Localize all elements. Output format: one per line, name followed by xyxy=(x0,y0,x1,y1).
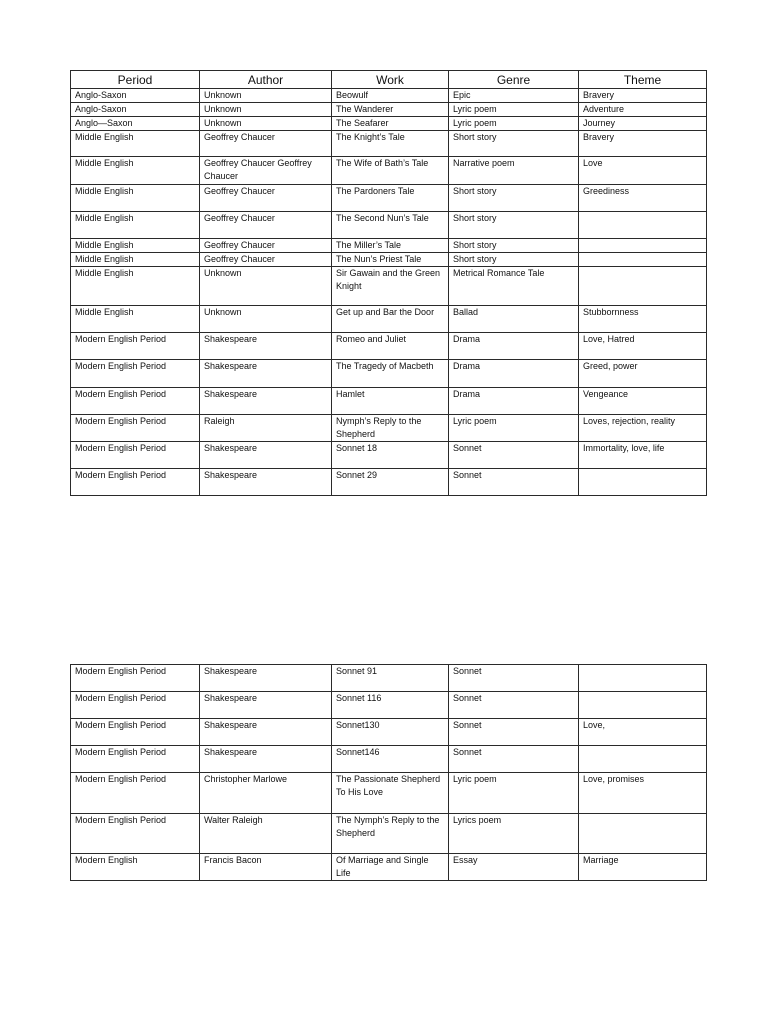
table-row xyxy=(71,692,707,719)
table-cell: Anglo-Saxon xyxy=(71,89,200,103)
table-cell: Middle English xyxy=(71,212,200,239)
table-cell: Sonnet xyxy=(449,469,579,496)
table-cell: Immortality, love, life xyxy=(579,442,707,469)
table-cell: Lyric poem xyxy=(449,117,579,131)
table-cell: Narrative poem xyxy=(449,157,579,185)
table-cell: Unknown xyxy=(200,117,332,131)
table-cell: Sonnet xyxy=(449,692,579,719)
table-cell: Modern English Period xyxy=(71,360,200,388)
table-cell: Stubbornness xyxy=(579,306,707,333)
table-cell: Short story xyxy=(449,239,579,253)
table-row xyxy=(71,746,707,773)
table-cell: Short story xyxy=(449,212,579,239)
table-cell: Shakespeare xyxy=(200,360,332,388)
table-cell: Geoffrey Chaucer xyxy=(200,239,332,253)
table-cell: Unknown xyxy=(200,267,332,306)
table-cell: Loves, rejection, reality xyxy=(579,415,707,442)
table-cell: Nymph’s Reply to the Shepherd xyxy=(332,415,449,442)
table-cell: The Seafarer xyxy=(332,117,449,131)
table-cell: Walter Raleigh xyxy=(200,814,332,854)
table-cell: Geoffrey Chaucer xyxy=(200,212,332,239)
table-cell xyxy=(579,692,707,719)
table-cell: Adventure xyxy=(579,103,707,117)
table-cell: Of Marriage and Single Life xyxy=(332,854,449,881)
table-cell: Modern English Period xyxy=(71,442,200,469)
table-cell: Modern English Period xyxy=(71,388,200,415)
table-cell: Greediness xyxy=(579,185,707,212)
header-row xyxy=(71,71,707,89)
table-cell: Shakespeare xyxy=(200,665,332,692)
table-cell: Hamlet xyxy=(332,388,449,415)
table-row xyxy=(71,665,707,692)
header-cell: Author xyxy=(200,71,332,89)
table-cell: The Tragedy of Macbeth xyxy=(332,360,449,388)
table-cell: Sonnet xyxy=(449,665,579,692)
table-cell: Sonnet xyxy=(449,719,579,746)
header-cell: Period xyxy=(71,71,200,89)
table-cell: The Passionate Shepherd To His Love xyxy=(332,773,449,814)
table-cell: The Knight’s Tale xyxy=(332,131,449,157)
table-cell xyxy=(579,469,707,496)
table-cell: Francis Bacon xyxy=(200,854,332,881)
table-cell: Drama xyxy=(449,333,579,360)
table-cell: Drama xyxy=(449,388,579,415)
table-cell: Beowulf xyxy=(332,89,449,103)
header-cell: Work xyxy=(332,71,449,89)
table-cell: The Second Nun’s Tale xyxy=(332,212,449,239)
table-cell: Middle English xyxy=(71,253,200,267)
table-cell: Christopher Marlowe xyxy=(200,773,332,814)
table-cell: The Nun’s Priest Tale xyxy=(332,253,449,267)
table-cell: The Pardoners Tale xyxy=(332,185,449,212)
table-cell: The Wanderer xyxy=(332,103,449,117)
table-cell: Short story xyxy=(449,253,579,267)
table-cell: Raleigh xyxy=(200,415,332,442)
header-cell: Theme xyxy=(579,71,707,89)
table-cell: Middle English xyxy=(71,306,200,333)
table-cell: Essay xyxy=(449,854,579,881)
table-cell: Modern English Period xyxy=(71,814,200,854)
table-row xyxy=(71,185,707,212)
table-row xyxy=(71,333,707,360)
table-cell xyxy=(579,212,707,239)
table-cell: Modern English Period xyxy=(71,692,200,719)
table-row xyxy=(71,267,707,306)
table-cell: Marriage xyxy=(579,854,707,881)
table-cell: The Wife of Bath’s Tale xyxy=(332,157,449,185)
table-row xyxy=(71,442,707,469)
table-cell xyxy=(579,239,707,253)
table-cell: Geoffrey Chaucer Geoffrey Chaucer xyxy=(200,157,332,185)
table-cell: Shakespeare xyxy=(200,388,332,415)
table-cell xyxy=(579,253,707,267)
table-cell: Vengeance xyxy=(579,388,707,415)
table-row xyxy=(71,388,707,415)
table-cell: Lyric poem xyxy=(449,773,579,814)
table-cell: Love xyxy=(579,157,707,185)
table-cell: Shakespeare xyxy=(200,333,332,360)
table-cell: Shakespeare xyxy=(200,746,332,773)
table-row xyxy=(71,854,707,881)
table-row xyxy=(71,469,707,496)
table-cell: Ballad xyxy=(449,306,579,333)
table-cell: Lyric poem xyxy=(449,103,579,117)
table-cell: Sonnet xyxy=(449,746,579,773)
table-cell: Lyric poem xyxy=(449,415,579,442)
table-row xyxy=(71,157,707,185)
table-cell: Bravery xyxy=(579,131,707,157)
table-cell: Middle English xyxy=(71,131,200,157)
table-cell: Modern English Period xyxy=(71,665,200,692)
table-cell: Drama xyxy=(449,360,579,388)
table-cell: The Miller’s Tale xyxy=(332,239,449,253)
table-cell: Sonnet 116 xyxy=(332,692,449,719)
table-row xyxy=(71,814,707,854)
table-cell: Lyrics poem xyxy=(449,814,579,854)
table-cell: Sonnet 29 xyxy=(332,469,449,496)
table-cell: Anglo-Saxon xyxy=(71,103,200,117)
table-cell: Unknown xyxy=(200,103,332,117)
table-row xyxy=(71,253,707,267)
table-cell: Modern English Period xyxy=(71,415,200,442)
table-cell: Anglo—Saxon xyxy=(71,117,200,131)
table-cell: Sonnet146 xyxy=(332,746,449,773)
table-cell: Modern English Period xyxy=(71,333,200,360)
table-cell: Love, promises xyxy=(579,773,707,814)
table-cell: Geoffrey Chaucer xyxy=(200,253,332,267)
table-cell: Bravery xyxy=(579,89,707,103)
table-cell xyxy=(579,665,707,692)
table-row xyxy=(71,239,707,253)
table-cell: Middle English xyxy=(71,239,200,253)
table-row xyxy=(71,117,707,131)
table-cell: Greed, power xyxy=(579,360,707,388)
table-cell: Sonnet xyxy=(449,442,579,469)
table-cell: Romeo and Juliet xyxy=(332,333,449,360)
table-cell: Journey xyxy=(579,117,707,131)
table-cell: Sonnet 18 xyxy=(332,442,449,469)
table-cell: Shakespeare xyxy=(200,692,332,719)
table-cell: Love, Hatred xyxy=(579,333,707,360)
table-cell xyxy=(579,814,707,854)
table-row xyxy=(71,103,707,117)
table-cell: Geoffrey Chaucer xyxy=(200,131,332,157)
table-cell: Shakespeare xyxy=(200,719,332,746)
table-cell: Middle English xyxy=(71,267,200,306)
table-cell: Unknown xyxy=(200,89,332,103)
table-cell: Short story xyxy=(449,185,579,212)
table-cell: Shakespeare xyxy=(200,442,332,469)
table-cell: Unknown xyxy=(200,306,332,333)
table-cell: Epic xyxy=(449,89,579,103)
table-cell: Short story xyxy=(449,131,579,157)
table-cell: Modern English Period xyxy=(71,773,200,814)
table-cell: Sonnet 91 xyxy=(332,665,449,692)
table-cell: The Nymph’s Reply to the Shepherd xyxy=(332,814,449,854)
table-row xyxy=(71,306,707,333)
table-cell: Modern English xyxy=(71,854,200,881)
table-cell: Geoffrey Chaucer xyxy=(200,185,332,212)
table-row xyxy=(71,131,707,157)
table-cell: Metrical Romance Tale xyxy=(449,267,579,306)
table-cell: Shakespeare xyxy=(200,469,332,496)
table-cell: Modern English Period xyxy=(71,469,200,496)
table-row xyxy=(71,719,707,746)
table-row xyxy=(71,415,707,442)
table-cell xyxy=(579,267,707,306)
literature-table-2 xyxy=(70,664,707,881)
literature-table-1 xyxy=(70,70,707,496)
table-cell: Get up and Bar the Door xyxy=(332,306,449,333)
table-cell: Sonnet130 xyxy=(332,719,449,746)
table-cell: Modern English Period xyxy=(71,746,200,773)
table-cell: Modern English Period xyxy=(71,719,200,746)
table-cell: Love, xyxy=(579,719,707,746)
table-cell: Sir Gawain and the Green Knight xyxy=(332,267,449,306)
table-cell: Middle English xyxy=(71,185,200,212)
table-cell xyxy=(579,746,707,773)
table-row xyxy=(71,773,707,814)
header-cell: Genre xyxy=(449,71,579,89)
table-row xyxy=(71,360,707,388)
table-row xyxy=(71,89,707,103)
table-row xyxy=(71,212,707,239)
table-cell: Middle English xyxy=(71,157,200,185)
